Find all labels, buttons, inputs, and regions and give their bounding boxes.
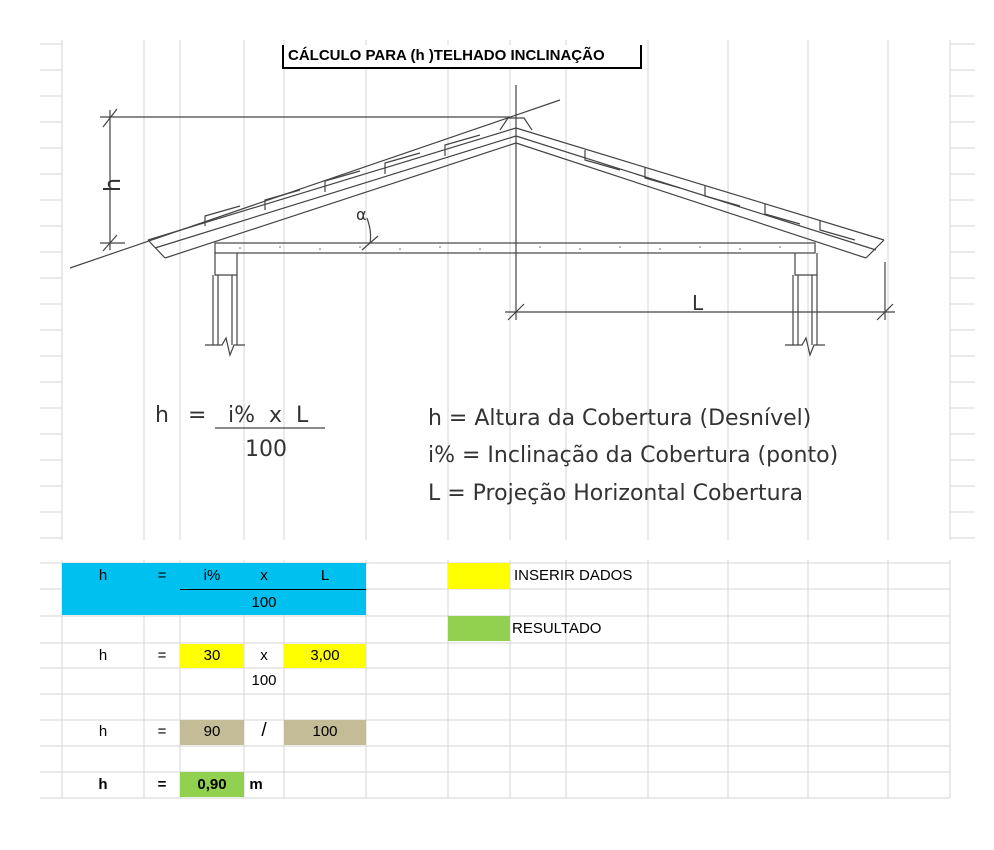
input-h: h — [98, 647, 108, 664]
result-h: h — [98, 776, 108, 793]
legend-result-label: RESULTADO — [512, 620, 602, 637]
formula-lhs: h — [155, 403, 169, 428]
legend-result-swatch — [448, 616, 510, 641]
formula-eq: = — [188, 403, 207, 428]
result-value-cell[interactable]: 0,90 — [197, 776, 227, 793]
alpha-label: α — [356, 205, 367, 224]
formula-den: 100 — [251, 594, 277, 611]
legend-input-label: INSERIR DADOS — [514, 567, 633, 584]
formula-numerator: i% x L — [228, 403, 309, 428]
input-x: x — [260, 647, 268, 664]
result-unit: m — [249, 776, 263, 793]
formula-eq: = — [157, 567, 167, 584]
formula-l: L — [320, 567, 330, 584]
calc-op: / — [261, 720, 267, 741]
result-eq: = — [157, 776, 167, 793]
formula-fraction-bar — [180, 589, 366, 590]
legend-line-l: L = Projeção Horizontal Cobertura — [428, 481, 804, 506]
formula-denominator: 100 — [245, 437, 287, 462]
formula-h: h — [98, 567, 108, 584]
input-length-cell[interactable]: 3,00 — [310, 647, 340, 664]
legend-line-h: h = Altura da Cobertura (Desnível) — [428, 406, 812, 431]
l-dimension-label: L — [692, 291, 704, 315]
input-eq: = — [157, 647, 167, 664]
calc-eq: = — [157, 723, 167, 740]
calc-den: 100 — [312, 723, 338, 740]
formula-i: i% — [203, 567, 221, 584]
legend-line-i: i% = Inclinação da Cobertura (ponto) — [428, 443, 839, 468]
legend-input-swatch — [448, 563, 510, 589]
page-title: CÁLCULO PARA (h )TELHADO INCLINAÇÃO — [282, 45, 642, 69]
input-inclination-cell[interactable]: 30 — [203, 647, 221, 664]
input-den: 100 — [251, 672, 277, 689]
formula-x: x — [260, 567, 268, 584]
calc-h: h — [98, 723, 108, 740]
h-dimension-label: h — [101, 178, 126, 192]
calc-num: 90 — [203, 723, 221, 740]
